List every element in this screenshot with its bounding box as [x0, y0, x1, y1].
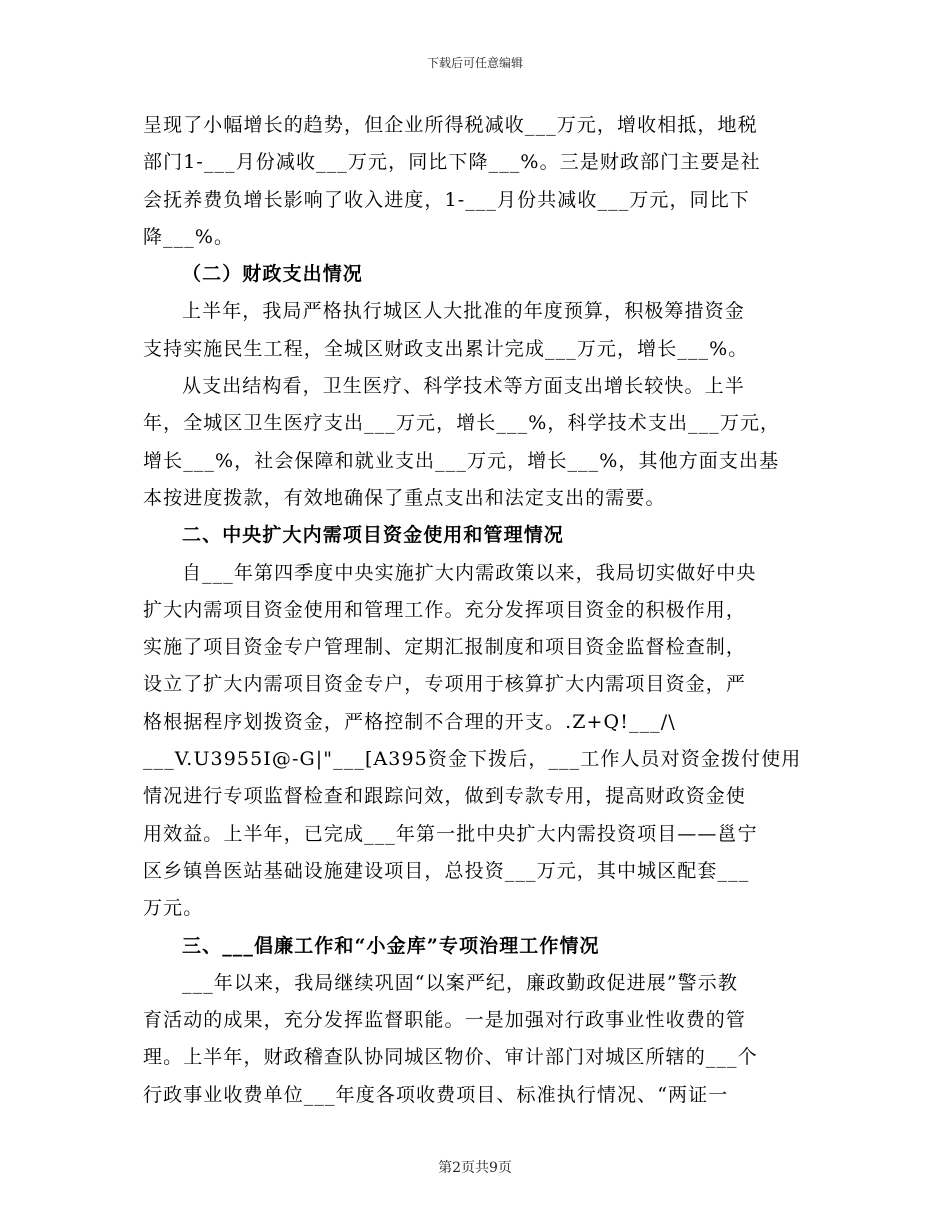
- body-line: 行政事业收费单位___年度各项收费项目、标准执行情况、“两证一: [143, 1083, 729, 1106]
- body-line: ___V.U3955I@-G|"___[A395资金下拨后，___工作人员对资金拨付使用: [143, 748, 802, 771]
- body-line: 育活动的成果，充分发挥监督职能。一是加强对行政事业性收费的管: [143, 1009, 747, 1032]
- body-line: 从支出结构看，卫生医疗、科学技术等方面支出增长较快。上半: [182, 375, 745, 398]
- document-body: [143, 107, 803, 1114]
- body-line: 区乡镇兽医站基础设施建设项目，总投资___万元，其中城区配套___: [143, 859, 750, 882]
- body-line: 用效益。上半年，已完成___年第一批中央扩大内需投资项目——邕宁: [143, 822, 758, 845]
- body-line: 呈现了小幅增长的趋势，但企业所得税减收___万元，增收相抵，地税: [143, 114, 758, 136]
- body-line: 本按进度拨款，有效地确保了重点支出和法定支出的需要。: [143, 486, 666, 509]
- section-heading-domestic-demand: 二、中央扩大内需项目资金使用和管理情况: [182, 524, 564, 547]
- body-line: 理。上半年，财政稽查队协同城区物价、审计部门对城区所辖的___个: [143, 1046, 758, 1069]
- body-line: 增长___%，社会保障和就业支出___万元，增长___%，其他方面支出基: [143, 449, 780, 472]
- body-line: 扩大内需项目资金使用和管理工作。充分发挥项目资金的积极作用，: [143, 598, 747, 621]
- section-heading-fiscal-expenditure: （二）财政支出情况: [182, 263, 363, 286]
- page-header: 下载后可任意编辑: [426, 56, 523, 70]
- body-line: ___年以来，我局继续巩固“以案严纪，廉政勤政促进展”警示教: [182, 971, 738, 994]
- body-line: 设立了扩大内需项目资金专户，专项用于核算扩大内需项目资金，严: [143, 673, 747, 696]
- body-line: 自___年第四季度中央实施扩大内需政策以来，我局切实做好中央: [182, 561, 757, 584]
- body-line: 情况进行专项监督检查和跟踪问效，做到专款专用，提高财政资金使: [143, 785, 747, 808]
- body-line: 格根据程序划拨资金，严格控制不合理的开支。.Z+Q!___/\: [143, 710, 676, 733]
- body-line: 会抚养费负增长影响了收入进度，1-___月份共减收___万元，同比下: [143, 188, 750, 211]
- body-line: 支持实施民生工程，全城区财政支出累计完成___万元，增长___%。: [143, 337, 749, 360]
- body-line: 年，全城区卫生医疗支出___万元，增长___%，科学技术支出___万元，: [143, 412, 781, 435]
- body-line: 万元。: [143, 897, 204, 920]
- section-heading-integrity: 三、___倡廉工作和“小金库”专项治理工作情况: [182, 934, 600, 957]
- body-line: 降___%。: [143, 225, 235, 248]
- body-line: 部门1-___月份减收___万元，同比下降___%。三是财政部门主要是社: [143, 151, 761, 174]
- page-footer: 第2页共9页: [438, 1160, 512, 1176]
- body-line: 实施了项目资金专户管理制、定期汇报制度和项目资金监督检查制，: [143, 636, 747, 659]
- body-line: 上半年，我局严格执行城区人大批准的年度预算，积极筹措资金: [182, 300, 745, 323]
